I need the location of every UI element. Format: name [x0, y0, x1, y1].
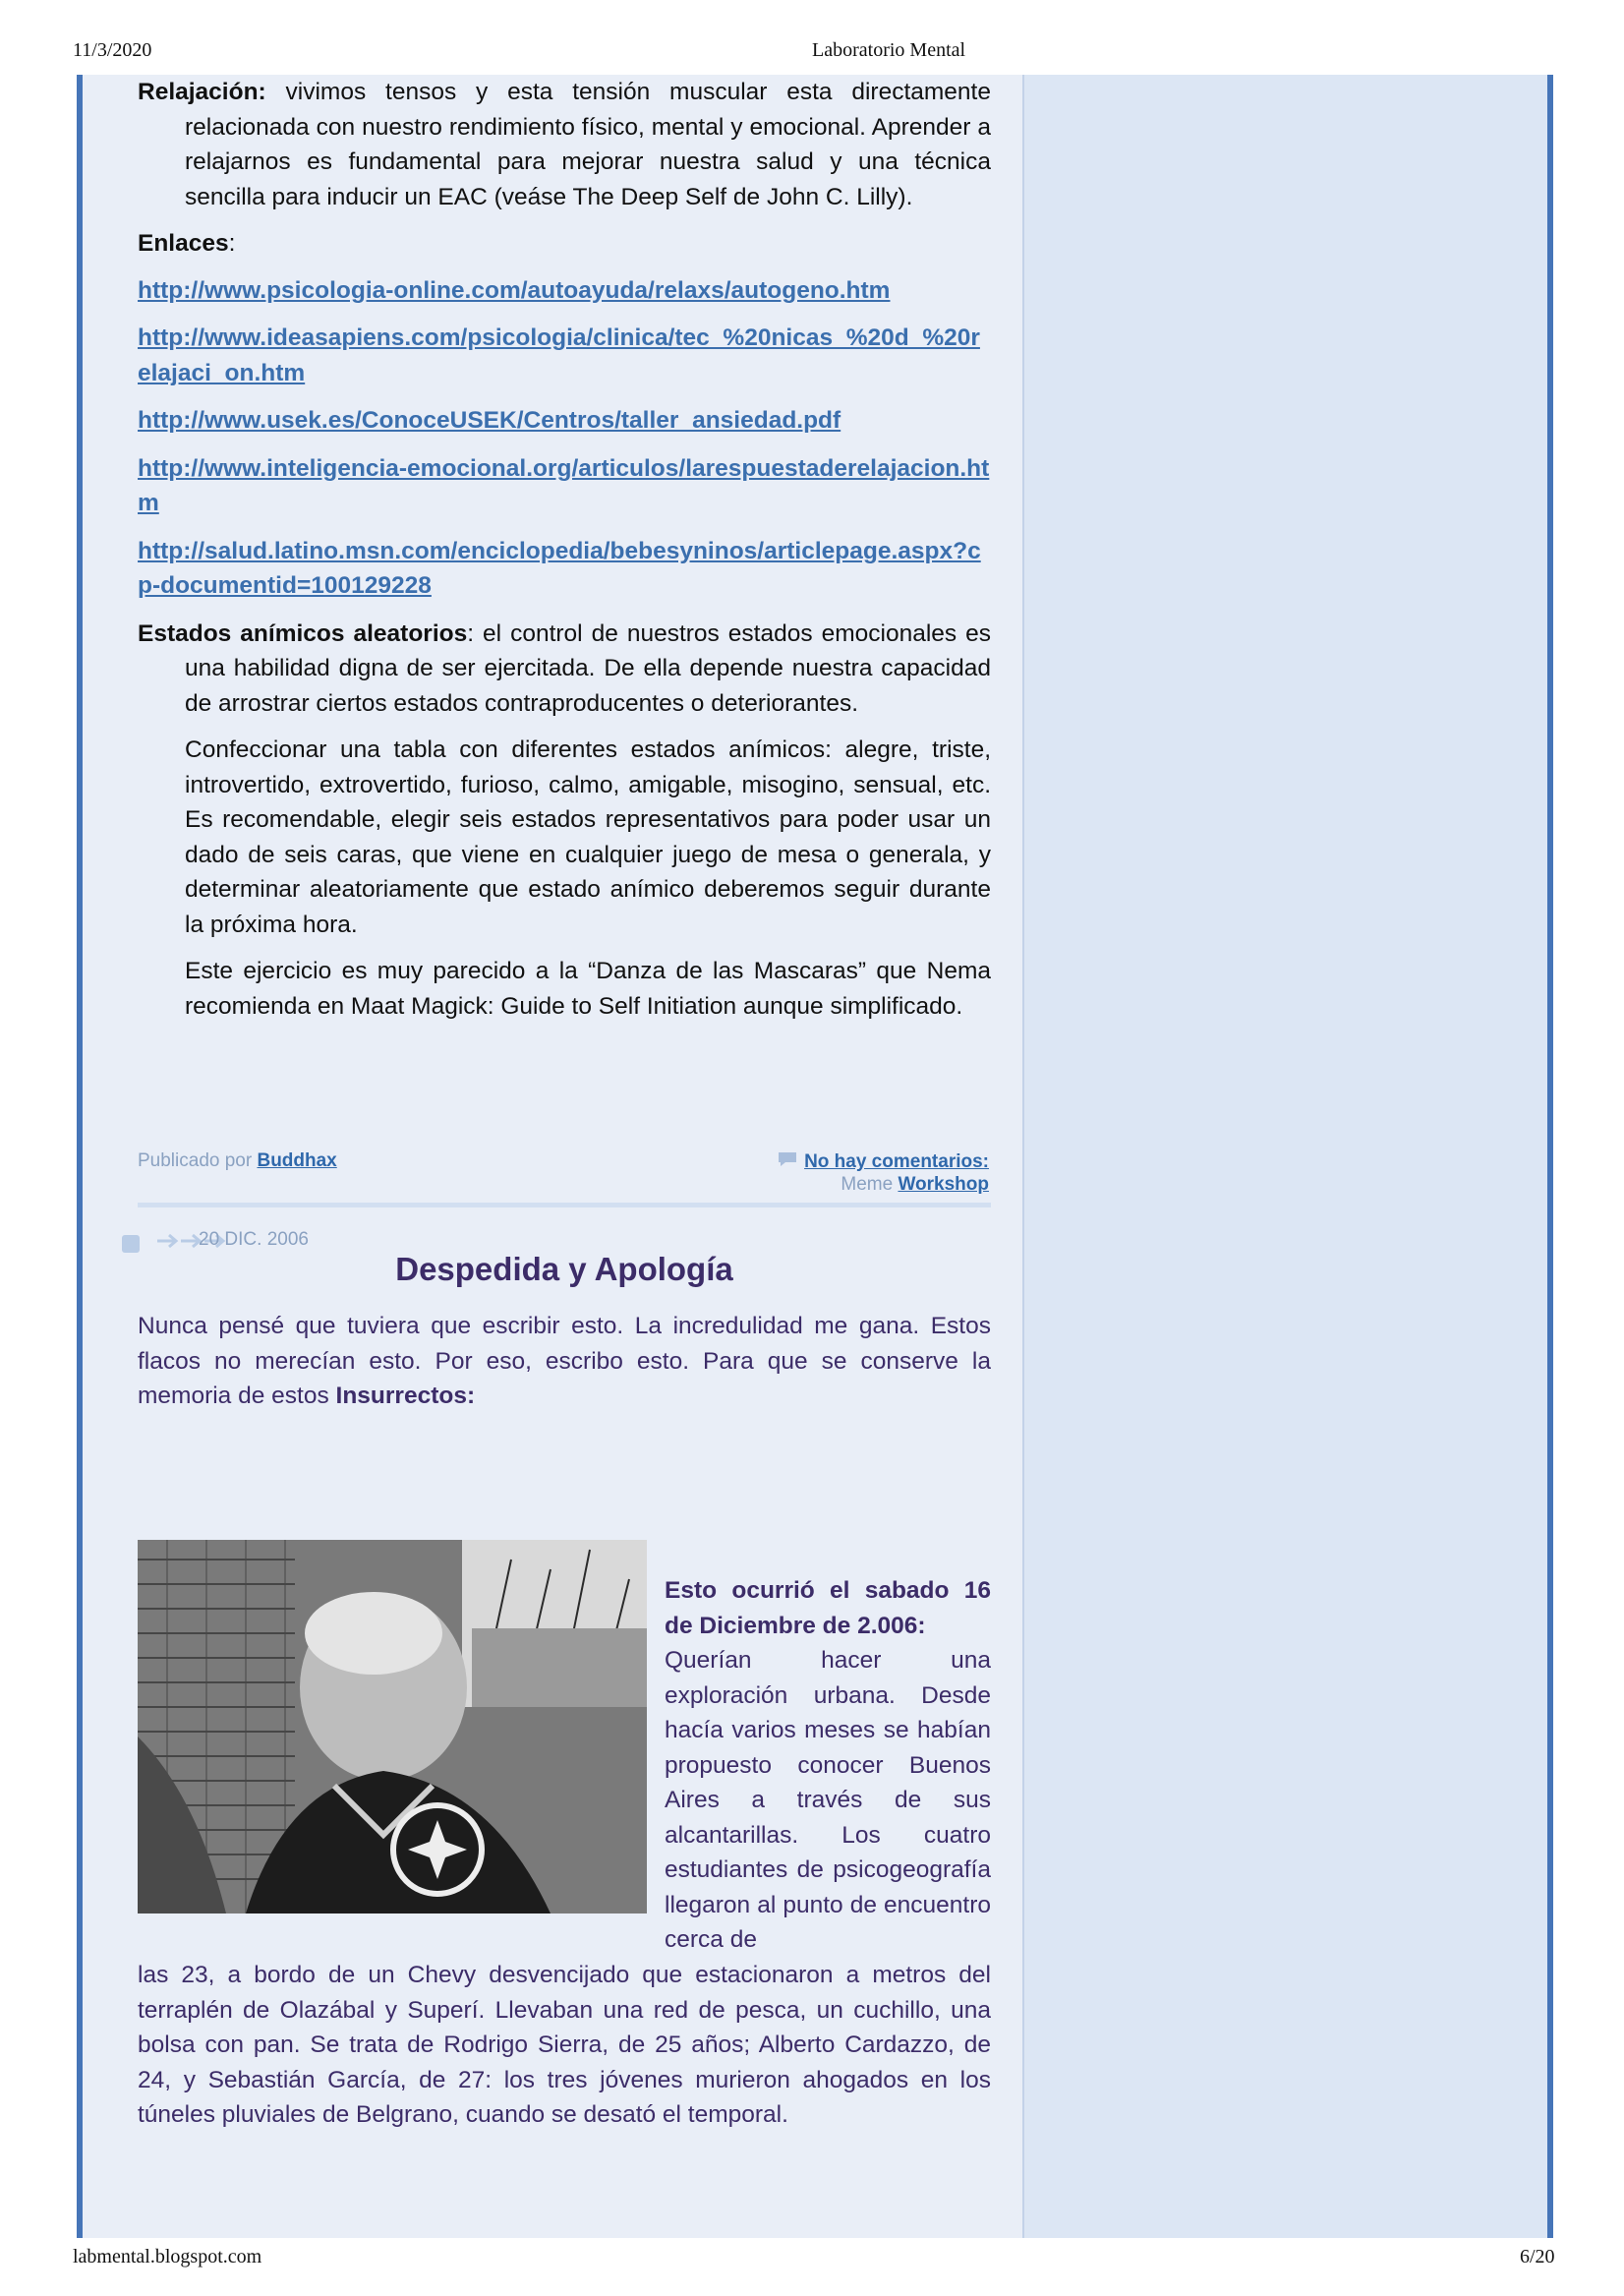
- post-intro: [138, 1309, 991, 1414]
- link-salud-msn[interactable]: http://salud.latino.msn.com/enciclopedia/bebesyninos/articlepage.aspx?cp-documentid=100129228: [138, 537, 981, 599]
- relajacion-paragraph: [138, 75, 991, 214]
- post-photo: [138, 1540, 647, 1913]
- frame-right-border: [1547, 75, 1553, 2238]
- blog-sidebar: [1022, 75, 1549, 2238]
- comment-bubble-icon: [777, 1150, 798, 1174]
- post-continuation: las 23, a bordo de un Chevy desvencijado que estacionaron a metros del terraplén de Olazábal y Superí. Llevaban una red de pesca, un cuchillo, una bolsa con pan. Se trata de Rodrigo Sierra, de 25 años; Alberto Cardazzo, de 24, y Sebastián García, de 27: los tres jóvenes murieron ahogados en los túneles pluviales de Belgrano, cuando se desató el temporal.: [138, 1962, 991, 2128]
- post-title[interactable]: Despedida y Apología: [395, 1251, 733, 1287]
- post-separator: [138, 1203, 991, 1207]
- danza-paragraph: Este ejercicio es muy parecido a la “Danza de las Mascaras” que Nema recomienda en Maat Magick: Guide to Self Initiation aunque simplificado.: [185, 958, 991, 1020]
- print-page-number: 6/20: [1520, 2246, 1555, 2267]
- intro-text: Nunca pensé que tuviera que escribir esto. La incredulidad me gana. Estos flacos no merecían esto. Por eso, escribo esto. Para que se conserve la memoria de estos: [138, 1313, 991, 1409]
- post-author-line: [138, 1150, 337, 1172]
- link-usek[interactable]: http://www.usek.es/ConoceUSEK/Centros/taller_ansiedad.pdf: [138, 407, 841, 434]
- post-float-text: [665, 1573, 991, 1958]
- meme-prefix: Meme: [841, 1174, 899, 1195]
- frame-left-border: [77, 75, 83, 2238]
- post-date: 20 DIC. 2006: [199, 1229, 309, 1250]
- link-ideasapiens[interactable]: http://www.ideasapiens.com/psicologia/clinica/tec_%20nicas_%20d_%20relajaci_on.htm: [138, 324, 980, 386]
- tabla-paragraph: Confeccionar una tabla con diferentes estados anímicos: alegre, triste, introvertido, extrovertido, furioso, calmo, amigable, misogino, sensual, etc. Es recomendable, elegir seis estados representativos para poder usar un dado de seis caras, que viene en cualquier juego de mesa o generala, y determinar aleatoriamente que estado anímico deberemos seguir durante la próxima hora.: [185, 736, 991, 938]
- relajacion-text: vivimos tensos y esta tensión muscular esta directamente relacionada con nuestro rendimiento físico, mental y emocional. Aprender a relajarnos es fundamental para mejorar nuestra salud y una técnica sencilla para inducir un EAC (veáse The Deep Self de John C. Lilly).: [185, 79, 991, 210]
- estados-text: : el control de nuestros estados emocionales es una habilidad digna de ser ejercitada. De ella depende nuestra capacidad de arrostrar ciertos estados contraproducentes o deteriorantes.: [185, 619, 992, 717]
- print-date: 11/3/2020: [73, 39, 152, 61]
- float-text-body: Querían hacer una exploración urbana. Desde hacía varios meses se habían propuesto conocer Buenos Aires a través de sus alcantarillas. Los cuatro estudiantes de psicogeografía llegaron al punto de encuentro cerca de: [665, 1647, 991, 1953]
- link-autogeno[interactable]: http://www.psicologia-online.com/autoayuda/relaxs/autogeno.htm: [138, 276, 891, 304]
- enlaces-heading: [138, 226, 991, 262]
- enlaces-colon: :: [228, 230, 236, 257]
- meme-line: [841, 1174, 989, 1196]
- print-site-title: Laboratorio Mental: [812, 39, 966, 61]
- post-comments-line: [777, 1150, 989, 1174]
- post-relajacion-body: [138, 75, 991, 1024]
- author-link[interactable]: Buddhax: [257, 1150, 337, 1171]
- meme-workshop-link[interactable]: Workshop: [898, 1174, 989, 1195]
- enlaces-label: Enlaces: [138, 230, 229, 257]
- print-url: labmental.blogspot.com: [73, 2246, 262, 2267]
- estados-paragraph: [138, 617, 991, 722]
- intro-bold: Insurrectos:: [335, 1383, 476, 1409]
- relajacion-label: Relajación:: [138, 79, 266, 105]
- published-by-prefix: Publicado por: [138, 1150, 258, 1171]
- estados-label: Estados anímicos aleatorios: [138, 619, 468, 647]
- link-inteligencia-emocional[interactable]: http://www.inteligencia-emocional.org/articulos/larespuestaderelajacion.htm: [138, 454, 990, 516]
- comments-link[interactable]: No hay comentarios:: [804, 1151, 989, 1173]
- event-heading: Esto ocurrió el sabado 16 de Diciembre de 2.006:: [665, 1577, 991, 1639]
